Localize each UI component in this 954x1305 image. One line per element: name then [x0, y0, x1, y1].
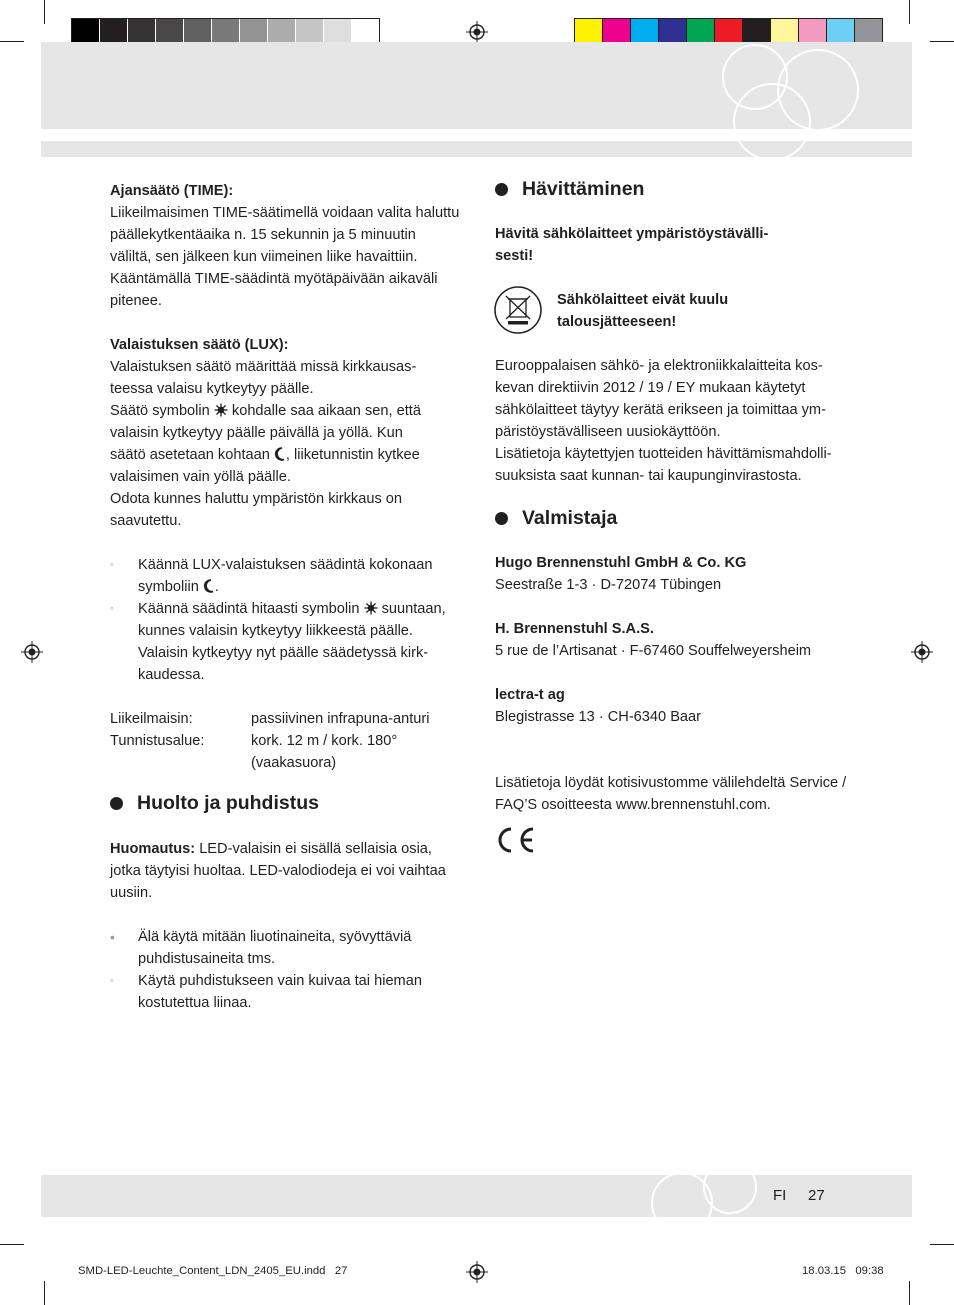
- text-line: [110, 444, 460, 466]
- text-line: suuksista saat kunnan- tai kaupunginvirastosta.: [495, 468, 802, 484]
- bullet-dot-icon: [495, 183, 508, 196]
- text-fragment: Säätö symbolin: [110, 403, 210, 419]
- text-line: sesti!: [495, 248, 534, 264]
- text-fragment: kohdalle saa aikaan sen, että: [231, 403, 421, 419]
- manufacturer-address: Seestraße 1-3 · D-72074 Tübingen: [495, 577, 722, 593]
- page-language: FI: [773, 1187, 787, 1204]
- text-fragment: LED-valaisin ei sisällä sellaisia osia,: [195, 841, 432, 857]
- bullet-icon: •: [110, 929, 115, 945]
- text-line: Eurooppalaisen sähkö- ja elektroniikkalaitteita kos-: [495, 358, 823, 374]
- registration-mark-icon: [466, 21, 488, 43]
- manufacturer-name: Hugo Brennenstuhl GmbH & Co. KG: [495, 555, 747, 571]
- page-number: 27: [808, 1187, 825, 1204]
- text-line: kaudessa.: [138, 667, 205, 683]
- disposal-heading: [495, 177, 644, 201]
- spec-row: [110, 708, 460, 730]
- manufacturer-list: [495, 552, 865, 816]
- heading-text: Huolto ja puhdistus: [137, 792, 319, 814]
- text-fragment: , liiketunnistin kytkee: [285, 447, 420, 463]
- text-fragment: .: [214, 579, 219, 595]
- time-heading: Ajansäätö (TIME):: [110, 183, 234, 199]
- text-line: Sähkölaitteet eivät kuulu: [557, 292, 729, 308]
- eu-paragraph: [495, 355, 865, 487]
- ce-mark-icon: [495, 826, 537, 854]
- text-line: [110, 838, 460, 860]
- weee-note: [557, 289, 857, 333]
- text-line: uusiin.: [110, 885, 153, 901]
- manufacturer-name: H. Brennenstuhl S.A.S.: [495, 621, 654, 637]
- spec-key: [110, 752, 251, 774]
- text-line: kostutettua liinaa.: [138, 995, 252, 1011]
- print-date: 18.03.15 09:38: [802, 1265, 884, 1277]
- time-paragraph: [110, 202, 460, 312]
- moon-icon: [274, 447, 286, 461]
- text-fragment: symboliin: [138, 579, 199, 595]
- file-info: SMD-LED-Leuchte_Content_LDN_2405_EU.indd 27: [78, 1265, 348, 1277]
- spec-row: [110, 730, 460, 752]
- left-column: [110, 180, 460, 774]
- lux-heading: Valaistuksen säätö (LUX):: [110, 337, 289, 353]
- crop-mark: [0, 1244, 24, 1245]
- text-fragment: Käännä säädintä hitaasti symbolin: [138, 601, 360, 617]
- heading-text: Hävittäminen: [522, 178, 645, 200]
- spec-value: kork. 12 m / kork. 180°: [251, 733, 398, 749]
- bullet-dot-icon: [110, 797, 123, 810]
- note-label: Huomautus:: [110, 841, 196, 857]
- text-line: valaisin kytkeytyy päälle päivällä ja yöllä. Kun: [110, 425, 403, 441]
- spec-value: passiivinen infrapuna-anturi: [251, 711, 430, 727]
- text-fragment: suuntaan,: [381, 601, 446, 617]
- bullet-dot-icon: [495, 512, 508, 525]
- list-item: [110, 598, 460, 686]
- registration-mark-icon: [911, 641, 933, 663]
- text-line: Älä käytä mitään liuotinaineita, syövyttäviä: [138, 929, 412, 945]
- text-line: talousjätteeseen!: [557, 314, 677, 330]
- text-line: päristöystävälliseen uusiokäyttöön.: [495, 424, 721, 440]
- text-line: saavutettu.: [110, 513, 182, 529]
- crop-mark: [930, 41, 954, 42]
- crop-mark: [930, 1244, 954, 1245]
- manufacturer-name: lectra-t ag: [495, 687, 565, 703]
- circle-bullet-icon: ◦: [110, 603, 114, 615]
- circle-bullet-icon: ◦: [110, 975, 114, 987]
- text-line: Lisätietoja käytettyjen tuotteiden hävittämismahdolli-: [495, 446, 832, 462]
- text-line: Käännä LUX-valaistuksen säädintä kokonaan: [138, 557, 433, 573]
- text-line: Valaistuksen säätö määrittää missä kirkkausas-: [110, 359, 417, 375]
- heading-text: Valmistaja: [522, 507, 618, 529]
- text-line: [110, 400, 460, 422]
- text-line: puhdistusaineita tms.: [138, 951, 276, 967]
- manufacturer-heading: [495, 506, 617, 530]
- text-line: Lisätietoja löydät kotisivustomme välilehdeltä Service /: [495, 775, 847, 791]
- registration-mark-icon: [21, 641, 43, 663]
- text-line: väliltä, sen jälkeen kun viimeinen liike havaittiin.: [110, 249, 418, 265]
- crop-mark: [909, 1281, 910, 1305]
- registration-mark-icon: [466, 1261, 488, 1283]
- disposal-section: [495, 223, 855, 267]
- text-line: jotka täytyisi huoltaa. LED-valodiodeja ei voi vaihtaa: [110, 863, 446, 879]
- text-line: Hävitä sähkölaitteet ympäristöystävälli-: [495, 226, 769, 242]
- text-line: pitenee.: [110, 293, 162, 309]
- text-line: kunnes valaisin kytkeytyy liikkeestä päälle.: [138, 623, 413, 639]
- sun-icon: [214, 403, 228, 417]
- text-line: teessa valaisu kytkeytyy päälle.: [110, 381, 314, 397]
- list-item: [110, 926, 460, 970]
- text-line: Valaisin kytkeytyy nyt päälle säädetyssä kirk-: [138, 645, 429, 661]
- crop-mark: [44, 1281, 45, 1305]
- spec-key: Liikeilmaisin:: [110, 711, 193, 727]
- crop-mark: [44, 0, 45, 24]
- manufacturer-address: 5 rue de l’Artisanat · F-67460 Souffelweyersheim: [495, 643, 812, 659]
- text-line: Käytä puhdistukseen vain kuivaa tai hieman: [138, 973, 422, 989]
- crop-mark: [909, 0, 910, 24]
- care-heading: [110, 791, 319, 815]
- text-line: FAQ’S osoitteesta www.brennenstuhl.com.: [495, 797, 771, 813]
- sun-icon: [364, 601, 378, 615]
- text-line: päällekytkentäaika n. 15 sekunnin ja 5 minuutin: [110, 227, 416, 243]
- text-line: Kääntämällä TIME-säädintä myötäpäivään aikaväli: [110, 271, 438, 287]
- list-item: [110, 554, 460, 598]
- crop-mark: [0, 41, 24, 42]
- text-line: valaisimen vain yöllä päälle.: [110, 469, 291, 485]
- spec-key: Tunnistusalue:: [110, 733, 205, 749]
- spec-row: [110, 752, 460, 774]
- decorative-circles: [640, 1175, 760, 1217]
- care-section: [110, 838, 460, 1014]
- circle-bullet-icon: ◦: [110, 559, 114, 571]
- text-line: Odota kunnes haluttu ympäristön kirkkaus on: [110, 491, 403, 507]
- text-line: Liikeilmaisimen TIME-säätimellä voidaan valita haluttu: [110, 205, 460, 221]
- text-line: [138, 576, 460, 598]
- weee-bin-icon: [494, 286, 542, 334]
- text-line: kevan direktiivin 2012 / 19 / EY mukaan käytetyt: [495, 380, 806, 396]
- list-item: [110, 970, 460, 1014]
- spec-value: (vaakasuora): [251, 755, 337, 771]
- moon-icon: [203, 579, 215, 593]
- decorative-circles: [700, 42, 912, 157]
- text-line: [138, 598, 460, 620]
- manufacturer-address: Blegistrasse 13 · CH-6340 Baar: [495, 709, 702, 725]
- text-fragment: säätö asetetaan kohtaan: [110, 447, 270, 463]
- text-line: sähkölaitteet täytyy kerätä erikseen ja toimittaa ym-: [495, 402, 826, 418]
